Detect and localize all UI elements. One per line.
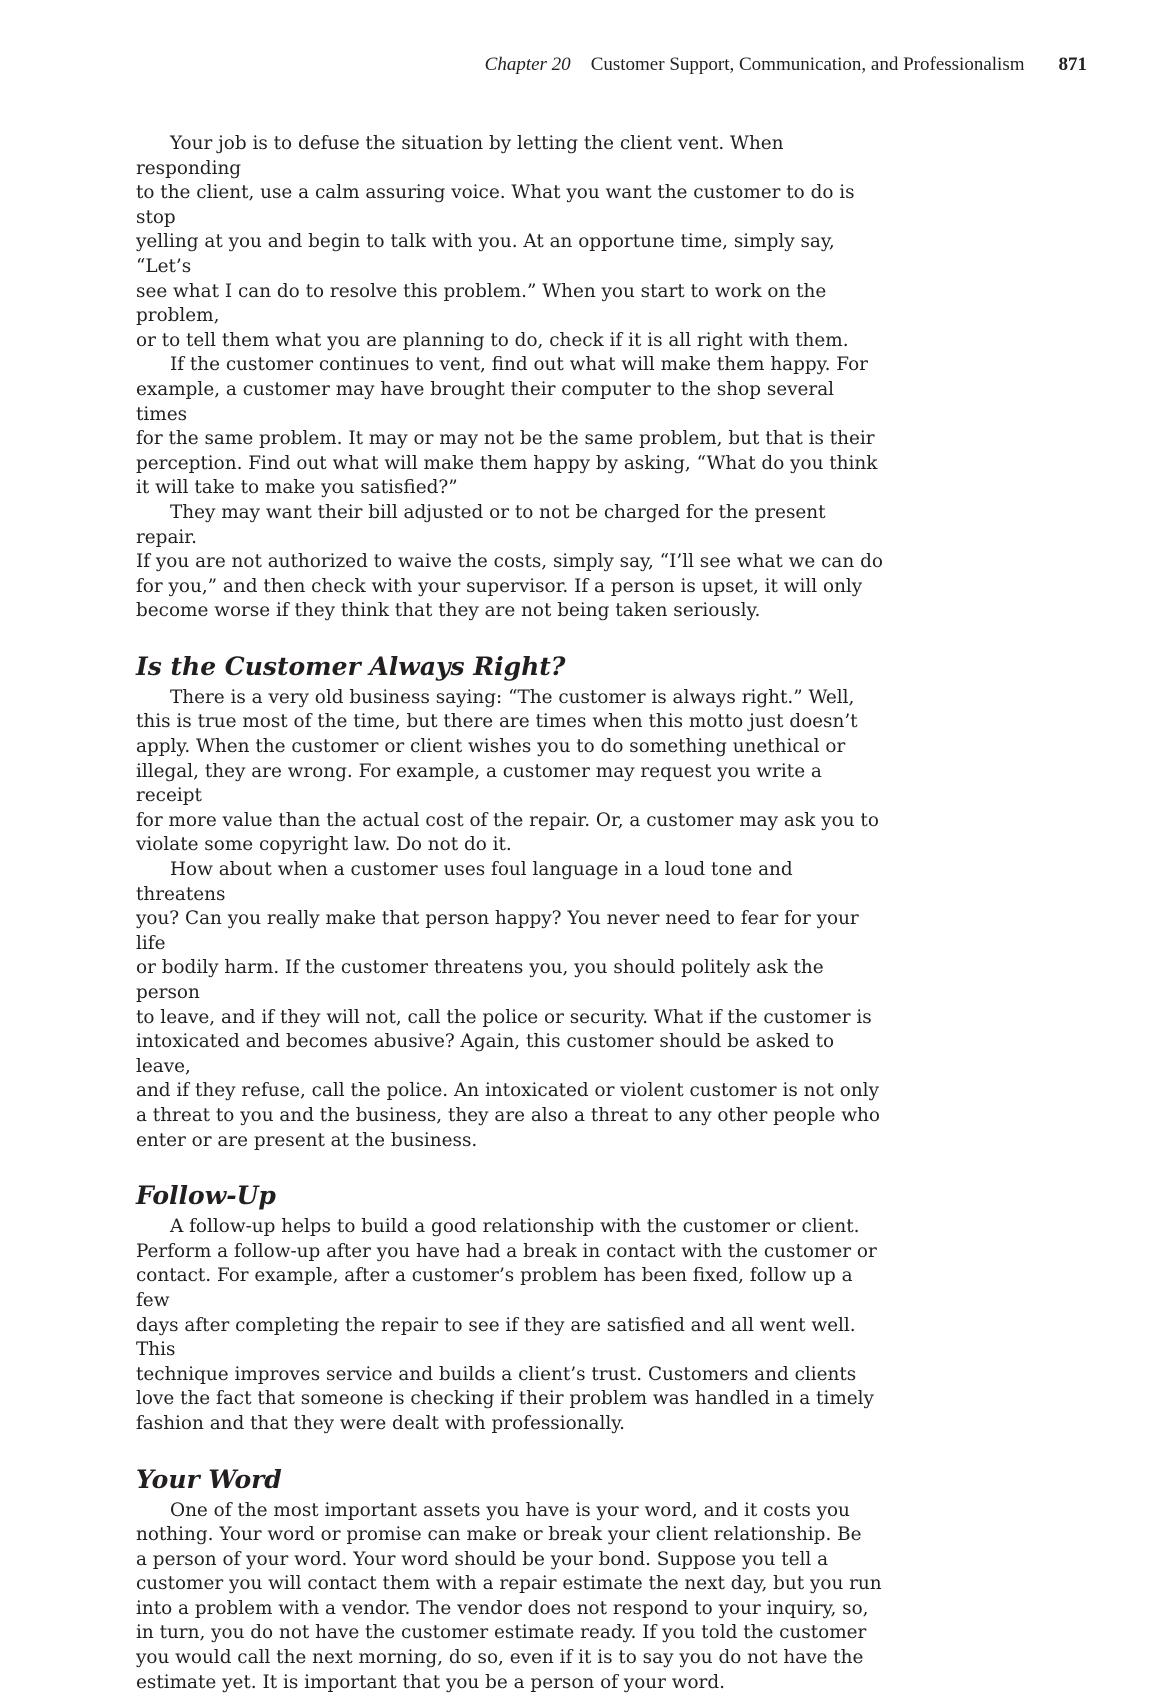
chapter-label: Chapter 20 (485, 54, 571, 75)
paragraph-foul-language: How about when a customer uses foul language in a loud tone and threatens you? Can you really make that person happy? You never need to fear for your life or bodily harm. If the customer threatens you, you should politely ask the person to leave, and if they will not, call the police or security. What if the customer is intoxicated and becomes abusive? Again, this customer should be asked to leave, and if they refuse, call the police. An intoxicated or violent customer is not only a threat to you and the business, they are also a threat to any other people who enter or are present at the business. (136, 858, 886, 1153)
paragraph-follow-up: A follow-up helps to build a good relationship with the customer or client. Perform a follow-up after you have had a break in contact with the customer or contact. For example, after a customer’s problem has been fixed, follow up a few days after completing the repair to see if they are satisfied and all went well. This technique improves service and builds a client’s trust. Customers and clients love the fact that someone is checking if their problem was handled in a timely fashion and that they were dealt with professionally. (136, 1215, 886, 1436)
chapter-title: Customer Support, Communication, and Professionalism (591, 54, 1025, 75)
running-head (485, 53, 1087, 77)
page-number: 871 (1059, 54, 1088, 75)
paragraph-old-business-saying: There is a very old business saying: “The customer is always right.” Well, this is true most of the time, but there are times when this motto just doesn’t apply. When the customer or client wishes you to do something unethical or illegal, they are wrong. For example, a customer may request you write a receipt for more value than the actual cost of the repair. Or, a customer may ask you to violate some copyright law. Do not do it. (136, 686, 886, 858)
paragraph-your-word: One of the most important assets you have is your word, and it costs you nothing. Your word or promise can make or break your client relationship. Be a person of your word. Your word should be your bond. Suppose you tell a customer you will contact them with a repair estimate the next day, but you run into a problem with a vendor. The vendor does not respond to your inquiry, so, in turn, you do not have the customer estimate ready. If you told the customer you would call the next morning, do so, even if it is to say you do not have the estimate yet. It is important that you be a person of your word. (136, 1499, 886, 1695)
section-heading-your-word: Your Word (136, 1463, 886, 1497)
page-body (136, 132, 886, 1695)
section-heading-follow-up: Follow-Up (136, 1179, 886, 1213)
paragraph-continues-to-vent: If the customer continues to vent, find out what will make them happy. For example, a customer may have brought their computer to the shop several times for the same problem. It may or may not be the same problem, but that is their perception. Find out what will make them happy by asking, “What do you think it will take to make you satisfied?” (136, 353, 886, 501)
paragraph-defuse-situation: Your job is to defuse the situation by letting the client vent. When responding to the client, use a calm assuring voice. What you want the customer to do is stop yelling at you and begin to talk with you. At an opportune time, simply say, “Let’s see what I can do to resolve this problem.” When you start to work on the problem, or to tell them what you are planning to do, check if it is all right with them. (136, 132, 886, 353)
section-heading-customer-always-right: Is the Customer Always Right? (136, 650, 886, 684)
paragraph-bill-adjusted: They may want their bill adjusted or to not be charged for the present repair. If you are not authorized to waive the costs, simply say, “I’ll see what we can do for you,” and then check with your supervisor. If a person is upset, it will only become worse if they think that they are not being taken seriously. (136, 501, 886, 624)
